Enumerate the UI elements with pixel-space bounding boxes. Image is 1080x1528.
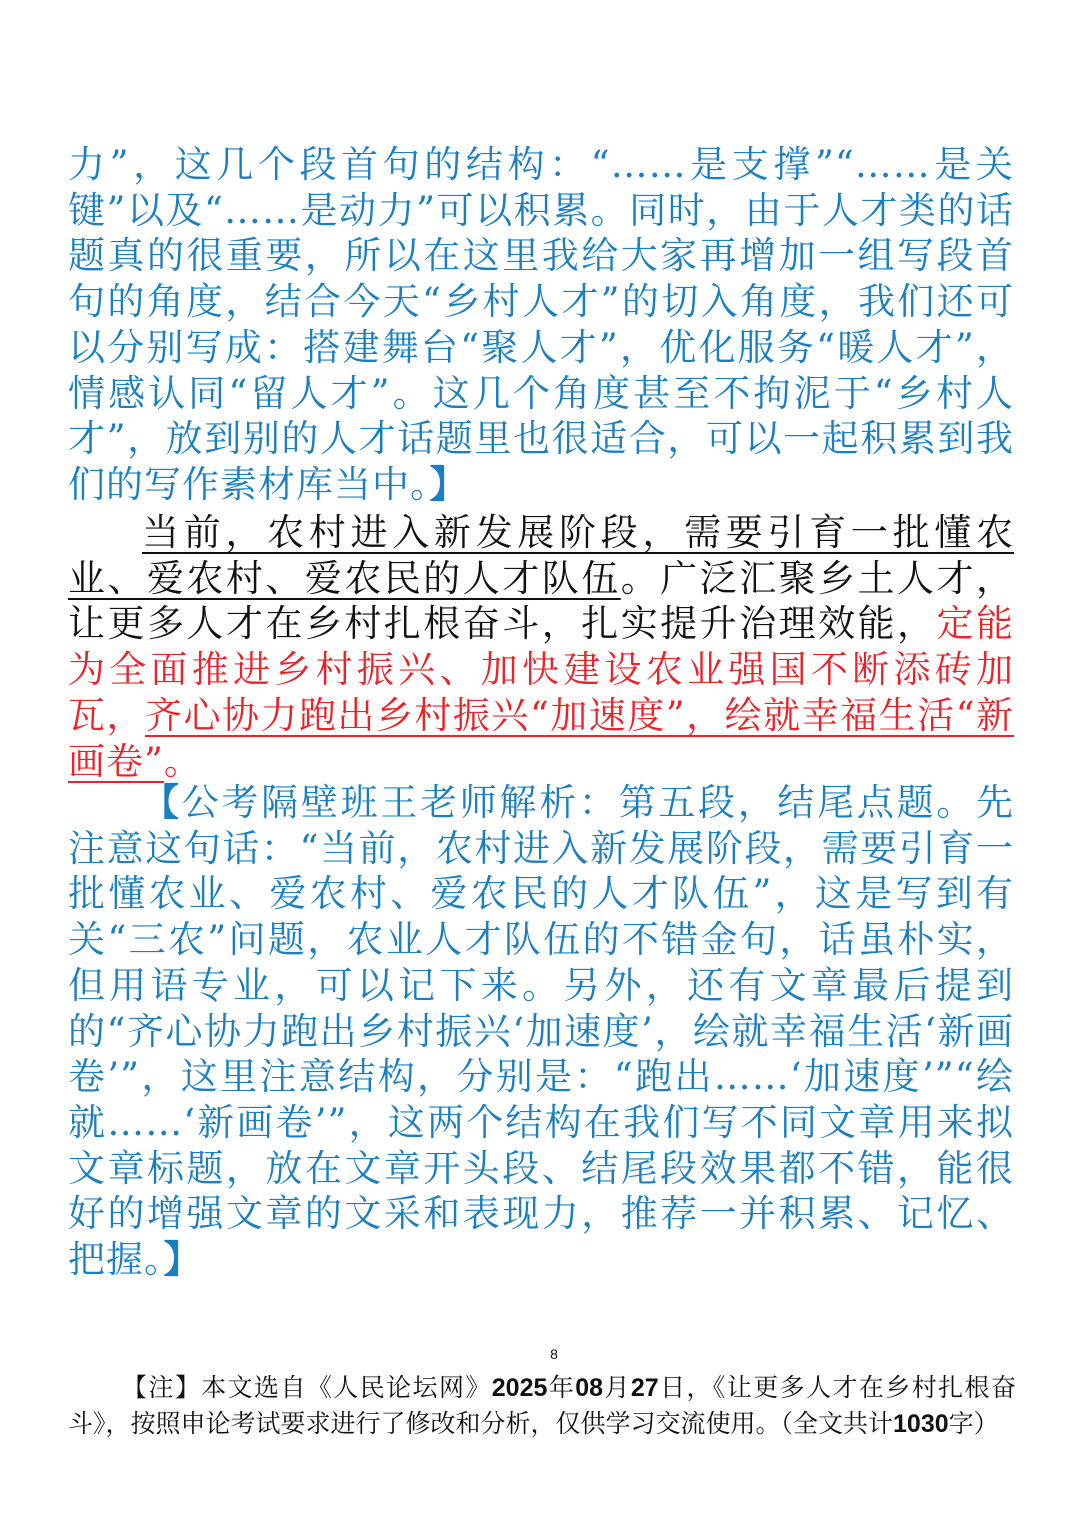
underlined-key-sentence: 当前，农村进入新发展阶段，需要引育一批懂农业、爱农村、爱农民的人才队伍 [68, 511, 1014, 600]
plain-sentence: 。广泛汇聚乡土人才，让更多人才在乡村扎根奋斗，扎实提升治理效能， [68, 556, 1015, 646]
analysis-text: 公考隔壁班王老师解析：第五段，结尾点题。先注意这句话：“当前，农村进入新发展阶段，需要引育一批懂农业、爱农村、爱农民的人才队伍”，这是写到有关“三农”问题，农业人才队伍的不错金句，话虽朴实，但用语专业，可以记下来。另外，还有文章最后提到的“齐心协力跑出乡村振兴‘加速度’，绘就幸福生活‘新画卷’”，这里注意结构，分别是：“跑出……‘加速度’”“绘就……‘新画卷’”，这两个结构在我们写不同文章用来拟文章标题，放在文章开头段、结尾段效果都不错，能很好的增强文章的文采和表现力，推荐一并积累、记忆、把握。 [68, 781, 1015, 1282]
open-bracket: 【 [142, 780, 182, 824]
note-month: 08 [575, 1374, 604, 1402]
note-word-count: 1030 [893, 1410, 949, 1438]
source-note [68, 1370, 1016, 1442]
note-suffix: 字） [948, 1409, 999, 1438]
red-underlined-golden-sentence: 齐心协力跑出乡村振兴“加速度”，绘就幸福生活“新画卷” [68, 693, 1014, 783]
red-highlight-text: 定能为全面推进乡村振兴、加快建设农业强国不断添砖加瓦， [68, 602, 1015, 737]
close-bracket: 】 [429, 461, 468, 506]
note-nian: 年 [547, 1373, 576, 1402]
analysis-text: 力”，这几个段首句的结构：“……是支撑”“……是关键”以及“……是动力”可以积累。同时，由于人才类的话题真的很重要，所以在这里我给大家再增加一组写段首句的角度，结合今天“乡村人才”的切入角度，我们还可以分别写成：搭建舞台“聚人才”，优化服务“暖人才”，情感认同“留人才”。这几个角度甚至不拘泥于“乡村人才”，放到别的人才话题里也很适合，可以一起积累到我们的写作素材库当中。 [68, 143, 1014, 506]
red-period: 。 [163, 739, 202, 783]
note-day: 27 [630, 1374, 659, 1402]
note-title: 日，《让更多人才在乡村扎根奋斗》，按照申论考试要求进行了修改和分析，仅供学习交流使用。（全文共计 [68, 1373, 1016, 1438]
analysis-paragraph-5 [68, 780, 1014, 1280]
note-prefix: 【注】本文选自《人民论坛网》 [122, 1373, 492, 1402]
close-bracket: 】 [163, 1237, 202, 1282]
note-yue: 月 [603, 1373, 631, 1402]
article-paragraph-5 [68, 510, 1015, 783]
page-number: 8 [550, 1346, 558, 1362]
note-year: 2025 [491, 1374, 548, 1402]
analysis-paragraph-continued [68, 142, 1014, 512]
